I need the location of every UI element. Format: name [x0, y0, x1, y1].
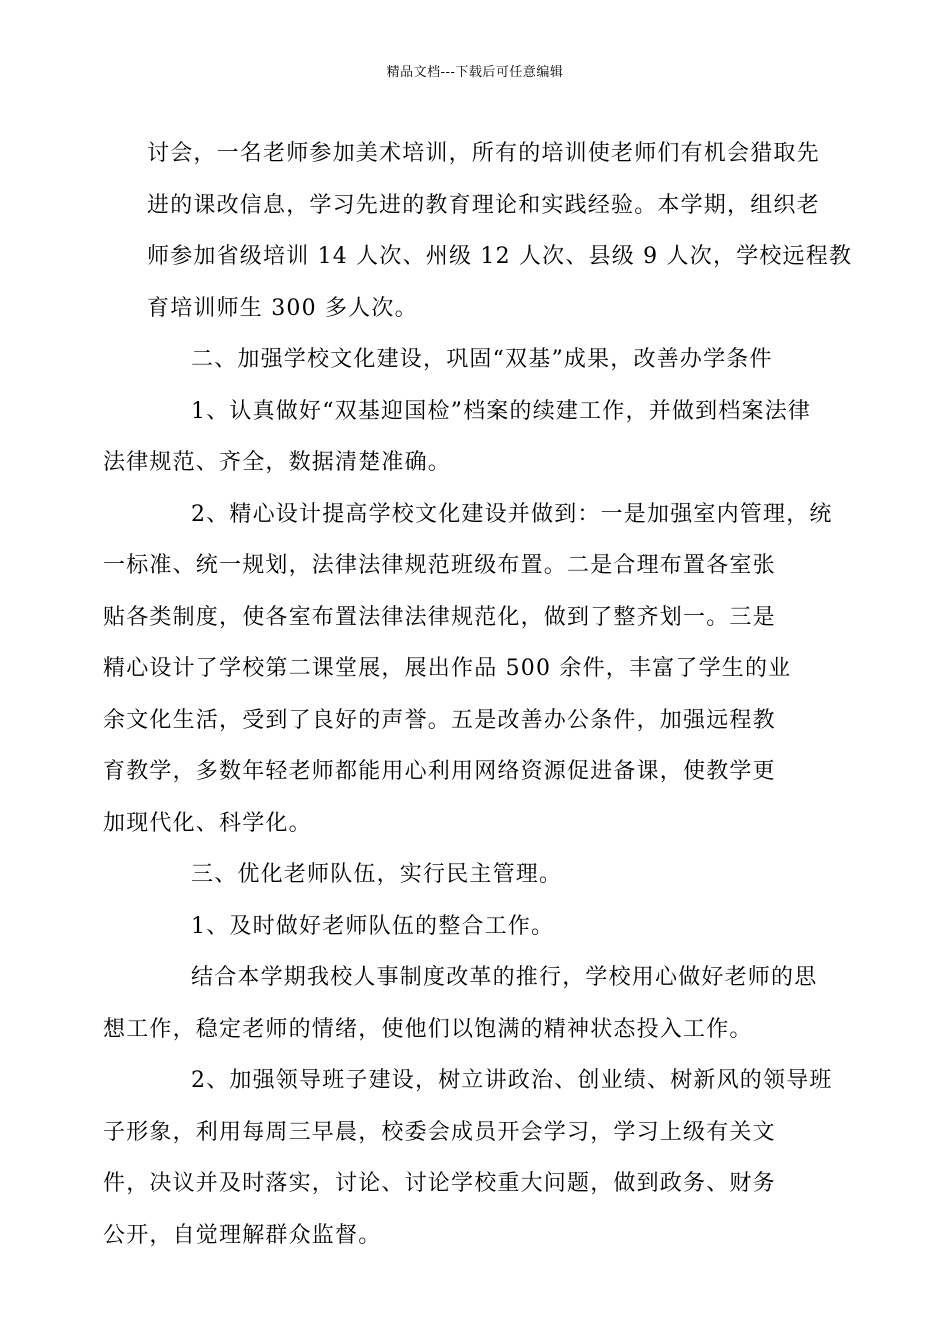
text-line: 1、及时做好老师队伍的整合工作。 [191, 913, 555, 939]
text-line: 育培训师生 300 多人次。 [147, 295, 418, 321]
paragraph-3-2 [103, 1055, 833, 1261]
text-line: 精心设计了学校第二课堂展，展出作品 500 余件，丰富了学生的业 [103, 656, 792, 681]
text-line: 法律规范、齐全，数据清楚准确。 [103, 450, 452, 475]
document-body [103, 128, 853, 1261]
text-line: 余文化生活，受到了良好的声誉。五是改善办公条件，加强远程教 [103, 707, 776, 733]
text-line: 讨会，一名老师参加美术培训，所有的培训使老师们有机会猎取先 [147, 141, 820, 166]
paragraph-3-1 [147, 901, 809, 953]
section-heading-2 [147, 334, 809, 386]
paragraph-1 [147, 128, 853, 334]
text-line: 1、认真做好“双基迎国检”档案的续建工作，并做到档案法律 [191, 398, 812, 424]
text-line: 件，决议并及时落实，讨论、讨论学校重大问题，做到政务、财务 [103, 1171, 776, 1196]
paragraph-2-2 [103, 489, 833, 850]
text-line: 加现代化、科学化。 [103, 810, 312, 836]
text-line: 进的课改信息，学习先进的教育理论和实践经验。本学期，组织老 [147, 192, 820, 218]
text-line: 贴各类制度，使各室布置法律法律规范化，做到了整齐划一。三是 [103, 604, 776, 630]
text-line: 公开，自觉理解群众监督。 [103, 1222, 382, 1248]
text-line: 师参加省级培训 14 人次、州级 12 人次、县级 9 人次，学校远程教 [147, 244, 853, 269]
text-line: 子形象，利用每周三早晨，校委会成员开会学习，学习上级有关文 [103, 1119, 776, 1145]
text-line: 育教学，多数年轻老师都能用心利用网络资源促进备课，使教学更 [103, 759, 776, 784]
paragraph-3-1-body [103, 952, 818, 1055]
page-header: 精品文档---下载后可任意编辑 [386, 65, 564, 80]
text-line: 2、精心设计提高学校文化建设并做到：一是加强室内管理，统 [191, 501, 833, 527]
paragraph-2-1 [103, 386, 812, 489]
text-line: 结合本学期我校人事制度改革的推行，学校用心做好老师的思 [191, 965, 818, 990]
text-line: 想工作，稳定老师的情绪，使他们以饱满的精神状态投入工作。 [103, 1016, 753, 1042]
text-line: 2、加强领导班子建设，树立讲政治、创业绩、树新风的领导班 [191, 1068, 833, 1093]
section-heading-3 [147, 849, 809, 901]
heading-line: 三、优化老师队伍，实行民主管理。 [191, 862, 563, 887]
text-line: 一标准、统一规划，法律法律规范班级布置。二是合理布置各室张 [103, 553, 776, 578]
heading-line: 二、加强学校文化建设，巩固“双基”成果，改善办学条件 [191, 347, 773, 372]
